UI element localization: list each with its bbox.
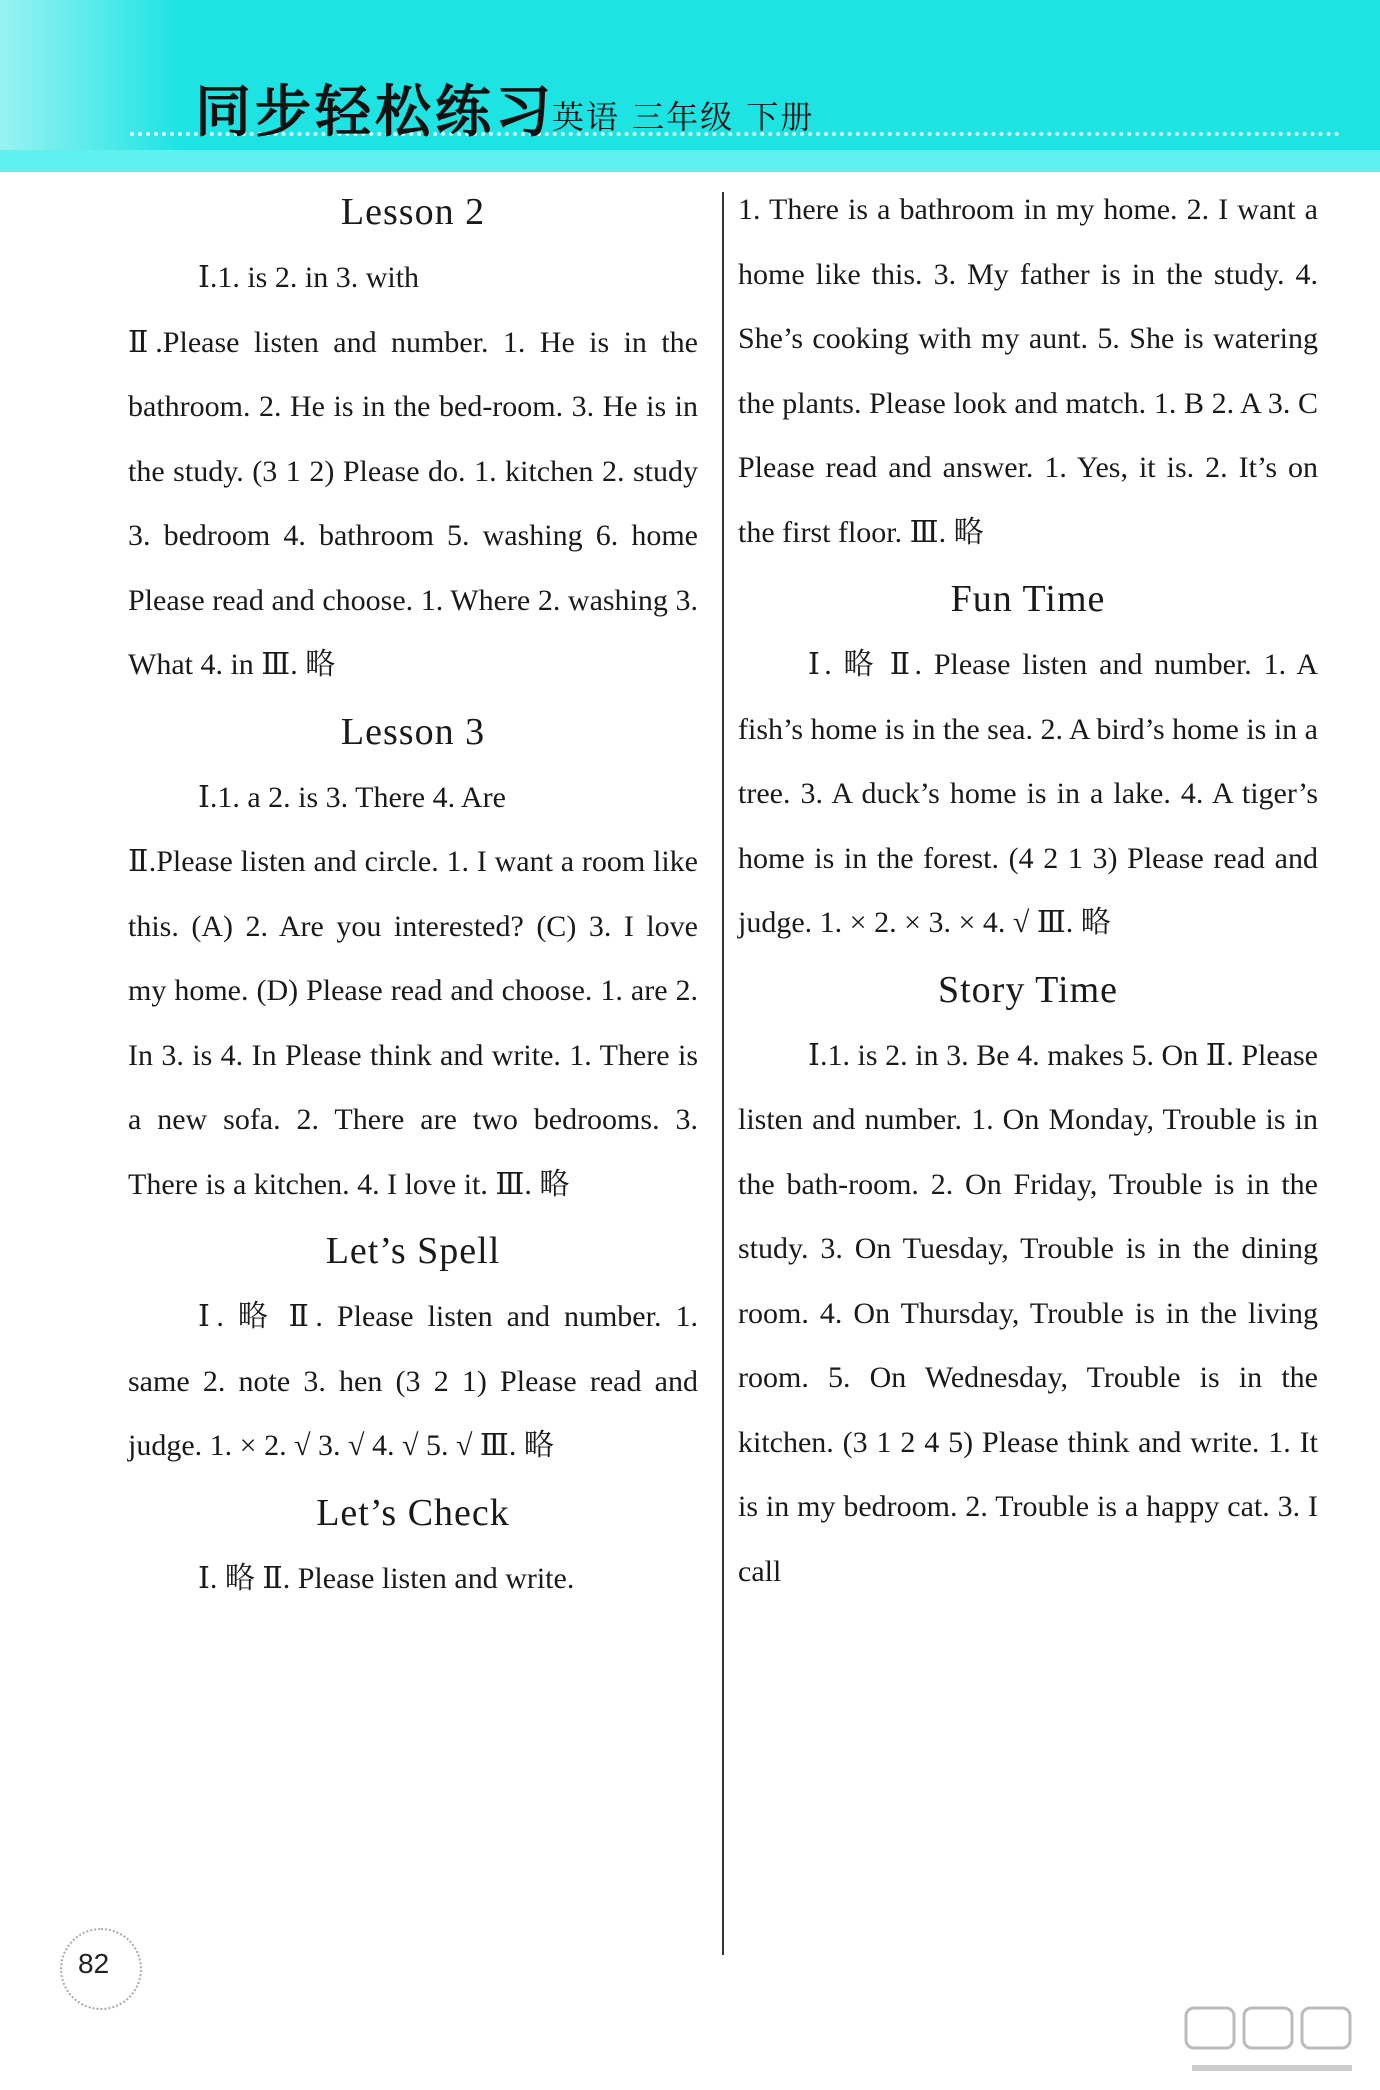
header-highlight xyxy=(0,0,180,172)
section-heading: Story Time xyxy=(937,968,1119,1011)
section-heading: Let’s Spell xyxy=(325,1230,501,1272)
book-subtitle: 英语 三年级 下册 xyxy=(552,98,815,136)
book-title: 同步轻松练习 xyxy=(195,80,555,145)
section-heading: Let’s Check xyxy=(316,1491,510,1534)
answer-paragraph: Ⅰ. 略 Ⅱ. Please listen and write. xyxy=(198,1561,575,1595)
answer-paragraph: Ⅰ. 略 Ⅱ. Please listen and number. 1. same 2. note 3. hen (3 2 1) Please read and judge. 1. × 2. √ 3. √ 4. √ 5. √ Ⅲ. 略 xyxy=(128,1300,698,1462)
answer-paragraph: Ⅱ.Please listen and number. 1. He is in the bathroom. 2. He is in the bed-room. 3. He is in the study. (3 1 2) Please do. 1. kitchen 2. study 3. bedroom 4. bathroom 5. washing 6. home Please read and choose. 1. Where 2. washing 3. What 4. in Ⅲ. 略 xyxy=(128,325,698,681)
left-column xyxy=(128,178,698,1611)
section-heading: Fun Time xyxy=(950,578,1106,620)
answer-paragraph: Ⅰ. 略 Ⅱ. Please listen and number. 1. A fish’s home is in the sea. 2. A bird’s home is in a tree. 3. A duck’s home is in a lake. 4. A tiger’s home is in the forest. (4 2 1 3) Please read and judge. 1. × 2. × 3. × 4. √ Ⅲ. 略 xyxy=(738,648,1318,939)
answer-paragraph: Ⅱ.Please listen and circle. 1. I want a room like this. (A) 2. Are you interested? (C) 3. I love my home. (D) Please read and choose. 1. are 2. In 3. is 4. In Please think and write. 1. There is a new sofa. 2. There are two bedrooms. 3. There is a kitchen. 4. I love it. Ⅲ. 略 xyxy=(128,845,698,1201)
page-header xyxy=(0,0,1380,172)
answer-paragraph: 1. There is a bathroom in my home. 2. I want a home like this. 3. My father is in the study. 4. She’s cooking with my aunt. 5. She is watering the plants. Please look and match. 1. B 2. A 3. C Please read and answer. 1. Yes, it is. 2. It’s on the first floor. Ⅲ. 略 xyxy=(738,193,1318,549)
section-heading: Lesson 2 xyxy=(340,191,486,233)
answer-paragraph: Ⅰ.1. is 2. in 3. with xyxy=(198,261,420,294)
right-column xyxy=(738,178,1318,1604)
answer-paragraph: Ⅰ.1. is 2. in 3. Be 4. makes 5. On Ⅱ. Please listen and number. 1. On Monday, Trouble is in the bath-room. 2. On Friday, Trouble is in the study. 3. On Tuesday, Trouble is in the dining room. 4. On Thursday, Trouble is in the living room. 5. On Wednesday, Trouble is in the kitchen. (3 1 2 4 5) Please think and write. 1. It is in my bedroom. 2. Trouble is a happy cat. 3. I call xyxy=(738,1038,1318,1588)
answer-paragraph: Ⅰ.1. a 2. is 3. There 4. Are xyxy=(198,780,506,814)
header-band xyxy=(0,150,1380,172)
section-heading: Lesson 3 xyxy=(340,710,486,753)
column-divider xyxy=(722,192,724,1955)
watermark-logo xyxy=(1182,2002,1362,2082)
page-number: 82 xyxy=(78,1948,110,1979)
